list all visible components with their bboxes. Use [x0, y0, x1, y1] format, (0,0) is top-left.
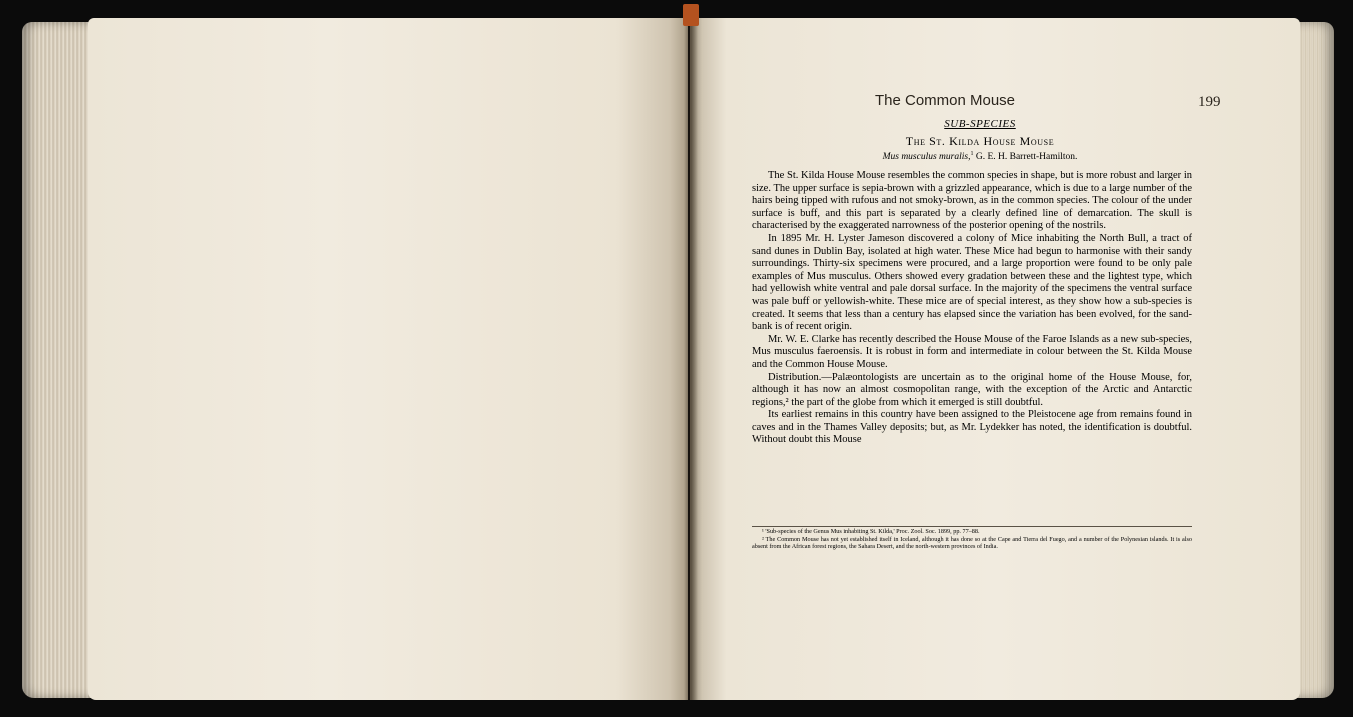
page-number: 199: [1198, 94, 1221, 110]
paragraph-2: In 1895 Mr. H. Lyster Jameson discovered a colony of Mice inhabiting the North Bull, a tract of sand dunes in Dublin Bay, isolated at high water. These Mice had begun to harmonise with their sandy surroundings. Thirty-six specimens were procured, and a large proportion were found to be only pale examples of Mus musculus. Others showed every gradation between these and the lightest type, which had yellowish white ventral and pale dorsal surface. In the majority of the specimens the ventral surface was pale buff or yellowish-white. These mice are of special interest, as they show how a sub-species is created. It seems that less than a century has elapsed since the variation has been evolved, for the sand-bank is of recent origin.: [752, 232, 1192, 333]
paragraph-1: The St. Kilda House Mouse resembles the common species in shape, but is more robust and larger in size. The upper surface is sepia-brown with a grizzled appearance, which is due to a large number of the hairs being tipped with rufous and not smoky-brown, as in the common species. The colour of the under surface is buff, and this part is separated by a clearly defined line of demarcation. The skull is characterised by the exaggerated narrowness of the posterior opening of the nostrils.: [752, 170, 1192, 232]
paragraph-4: Distribution.—Palæontologists are uncertain as to the original home of the House Mouse, for, although it has now an almost cosmopolitan range, with the exception of the Arctic and Antarctic regions,² the part of the globe from which it emerged is still doubtful.: [752, 371, 1192, 408]
species-title: The St. Kilda House Mouse: [905, 134, 1055, 148]
right-page-edges: [1296, 22, 1334, 698]
section-heading: SUB-SPECIES: [944, 118, 1016, 130]
left-page-blank: [88, 18, 688, 700]
footnote-2: ² The Common Mouse has not yet established itself in Iceland, although it has done so at the Cape and Tierra del Fuego, and a number of the Polynesian islands. It is also absent from the African forest regions, the Sahara Desert, and the north-western provinces of India.: [752, 535, 1192, 551]
paragraph-5: Its earliest remains in this country have been assigned to the Pleistocene age from remains found in caves and in the Thames Valley deposits; but, as Mr. Lydekker has noted, the identification is doubtful. Without doubt this Mouse: [752, 409, 1192, 446]
footnotes: [752, 526, 1192, 551]
binomial-name: Mus musculus muralis,: [882, 152, 971, 162]
binomial-author: G. E. H. Barrett-Hamilton.: [975, 152, 1078, 162]
footnote-1: ¹ 'Sub-species of the Genus Mus inhabiting St. Kilda,' Proc. Zool. Soc. 1899, pp. 77–88.: [762, 528, 980, 535]
paragraph-3: Mr. W. E. Clarke has recently described the House Mouse of the Faroe Islands as a new sub-species, Mus musculus faeroensis. It is robust in form and intermediate in colour between the St. Kilda Mouse and the Common House Mouse.: [752, 333, 1192, 370]
book-gutter: [684, 18, 698, 700]
left-page-edges: [22, 22, 97, 698]
bookmark-ribbon: [683, 4, 699, 26]
binomial-line: [780, 152, 1180, 162]
body-text: [752, 170, 1192, 447]
running-title: The Common Mouse: [874, 92, 1016, 109]
footnote-ref-1: 1: [970, 151, 974, 157]
